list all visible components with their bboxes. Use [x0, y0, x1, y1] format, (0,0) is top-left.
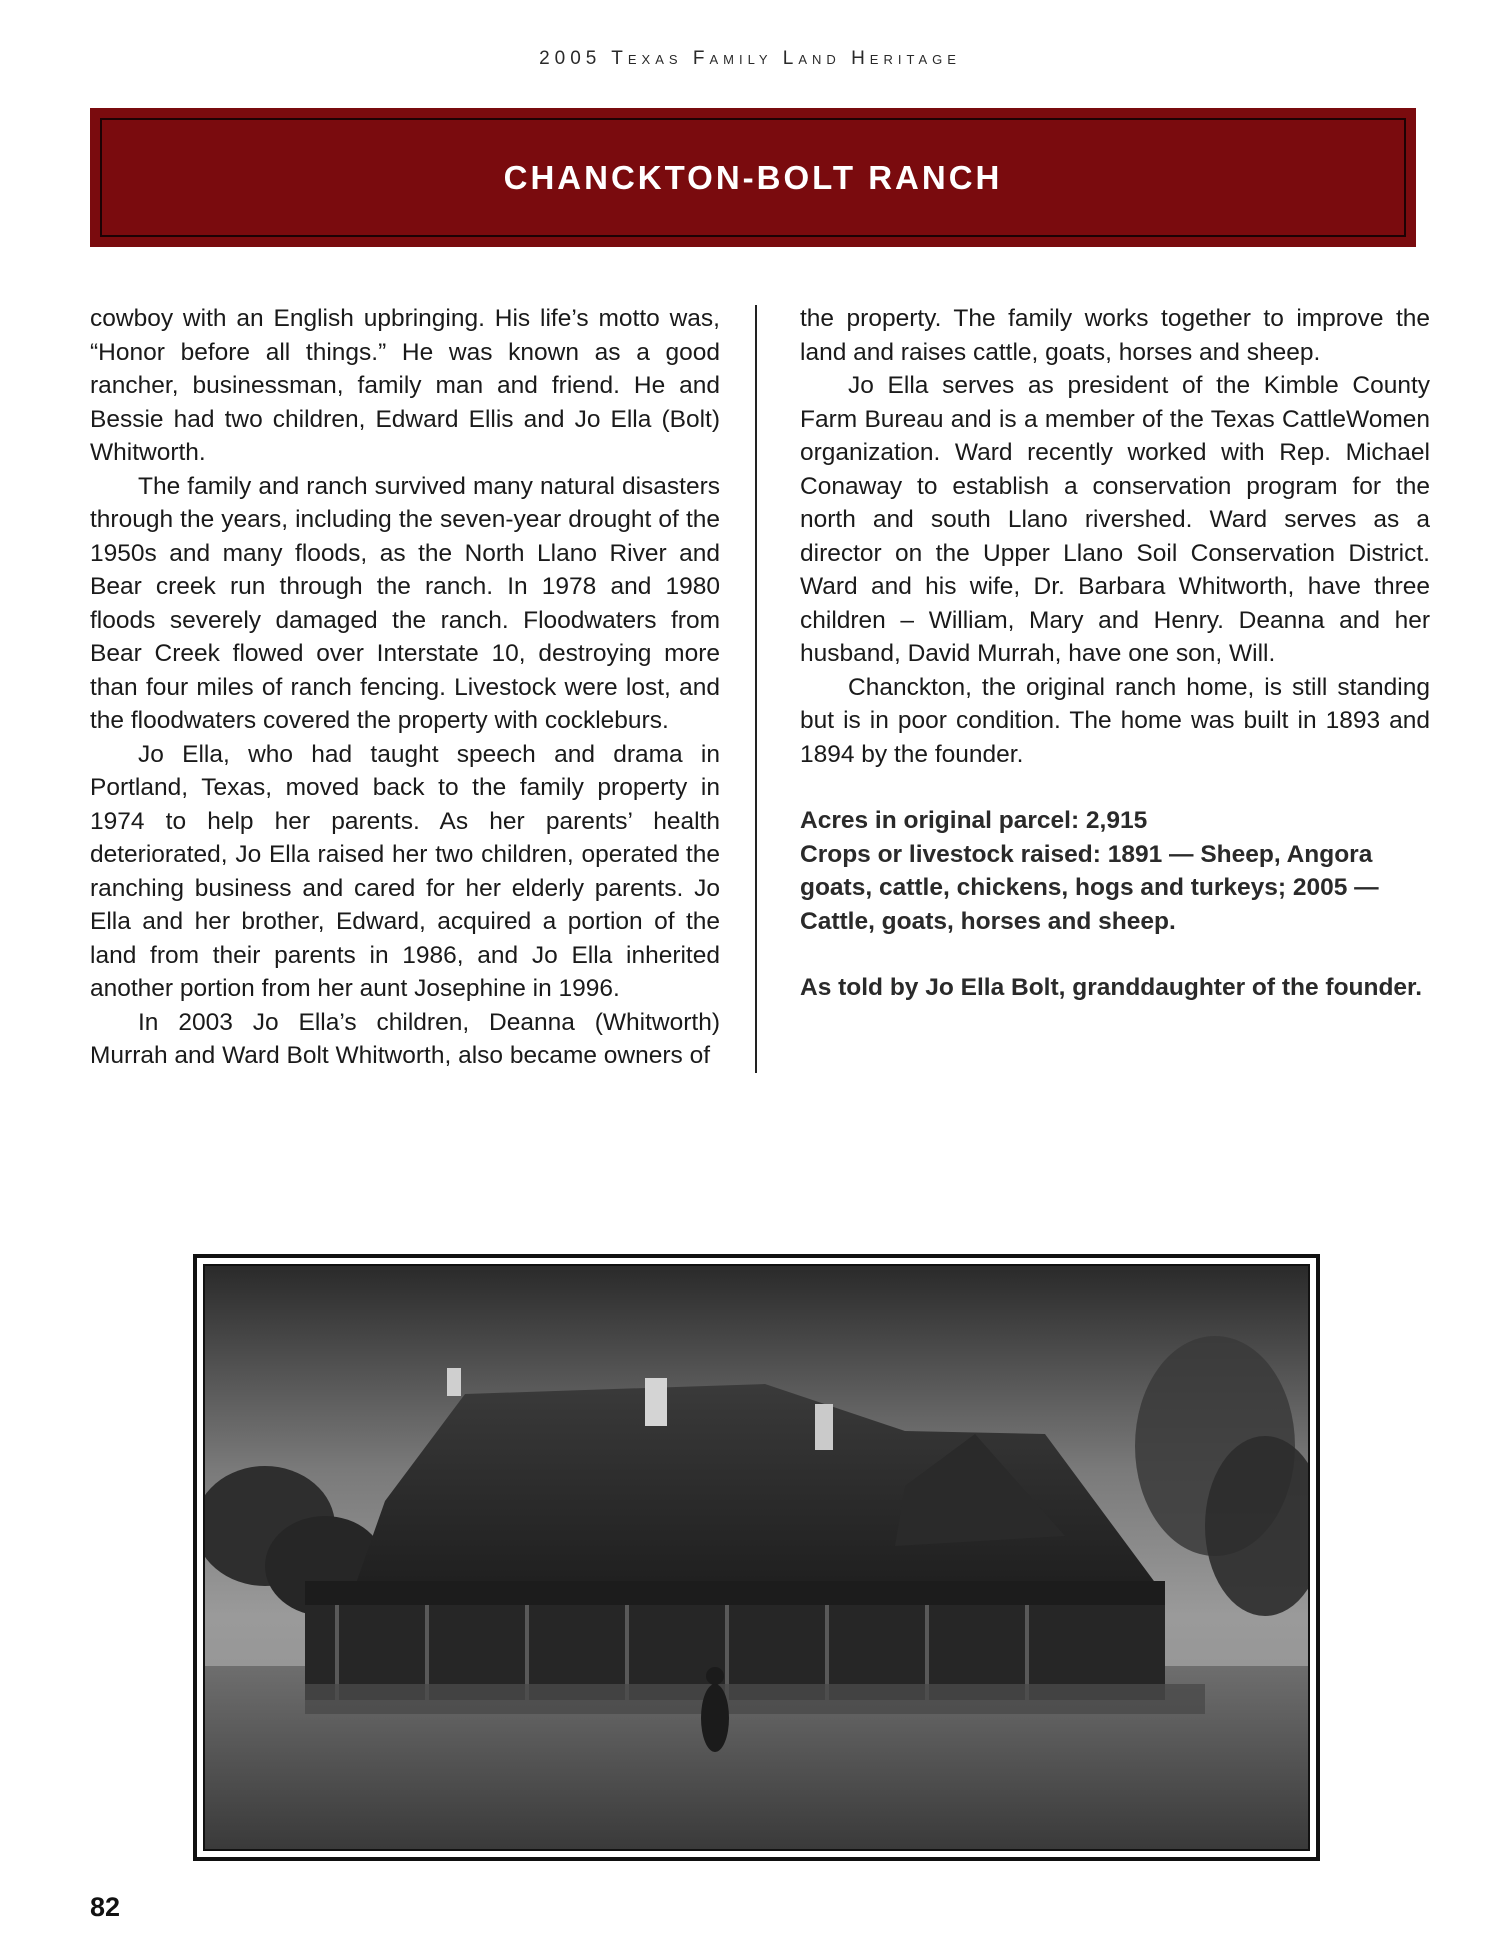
- running-head: 2005 Texas Family Land Heritage: [539, 48, 961, 69]
- right-column: [800, 302, 1430, 1005]
- ranch-house-photo: [203, 1264, 1310, 1851]
- paragraph: Jo Ella, who had taught speech and drama in Portland, Texas, moved back to the family property in 1974 to help her parents. As her parents’ health deteriorated, Jo Ella raised her two children, operated the ranching business and cared for her elderly parents. Jo Ella and her brother, Edward, acquired a portion of the land from their parents in 1986, and Jo Ella inherited another portion from her aunt Josephine in 1996.: [90, 740, 720, 1002]
- photo-frame: [193, 1254, 1320, 1861]
- title-banner: [90, 108, 1416, 247]
- column-divider: [755, 305, 757, 1073]
- paragraph: cowboy with an English upbringing. His life’s motto was, “Honor before all things.” He was known as a good rancher, businessman, family man and friend. He and Bessie had two children, Edward Ellis and Jo Ella (Bolt) Whitworth.: [90, 305, 720, 466]
- paragraph: Jo Ella serves as president of the Kimble County Farm Bureau and is a member of the Texas CattleWomen organization. Ward recently worked with Rep. Michael Conaway to establish a conservation program for the north and south Llano rivershed. Ward serves as a director on the Upper Llano Soil Conservation District. Ward and his wife, Dr. Barbara Whitworth, have three children – William, Mary and Henry. Deanna and her husband, David Murrah, have one son, Will.: [800, 372, 1430, 667]
- paragraph: the property. The family works together to improve the land and raises cattle, goats, horses and sheep.: [800, 305, 1430, 366]
- title-banner-frame: [100, 118, 1406, 237]
- ranch-facts: [800, 804, 1430, 938]
- acres-fact: Acres in original parcel: 2,915: [800, 807, 1148, 834]
- paragraph: In 2003 Jo Ella’s children, Deanna (Whitworth) Murrah and Ward Bolt Whitworth, also became owners of: [90, 1008, 720, 1069]
- ranch-house-image: [205, 1266, 1308, 1849]
- crops-fact: Crops or livestock raised: 1891 — Sheep, Angora goats, cattle, chickens, hogs and turkeys; 2005 — Cattle, goats, horses and sheep.: [800, 840, 1379, 935]
- attribution: As told by Jo Ella Bolt, granddaughter of the founder.: [800, 974, 1423, 1001]
- paragraph: The family and ranch survived many natural disasters through the years, including the seven-year drought of the 1950s and many floods, as the North Llano River and Bear creek run through the ranch. In 1978 and 1980 floods severely damaged the ranch. Floodwaters from Bear Creek flowed over Interstate 10, destroying more than four miles of ranch fencing. Livestock were lost, and the floodwaters covered the property with cockleburs.: [90, 472, 720, 734]
- left-column: [90, 302, 720, 1073]
- page-number: 82: [90, 1892, 121, 1922]
- page-title: CHANCKTON-BOLT RANCH: [503, 158, 1003, 196]
- paragraph: Chanckton, the original ranch home, is still standing but is in poor condition. The home was built in 1893 and 1894 by the founder.: [800, 673, 1430, 768]
